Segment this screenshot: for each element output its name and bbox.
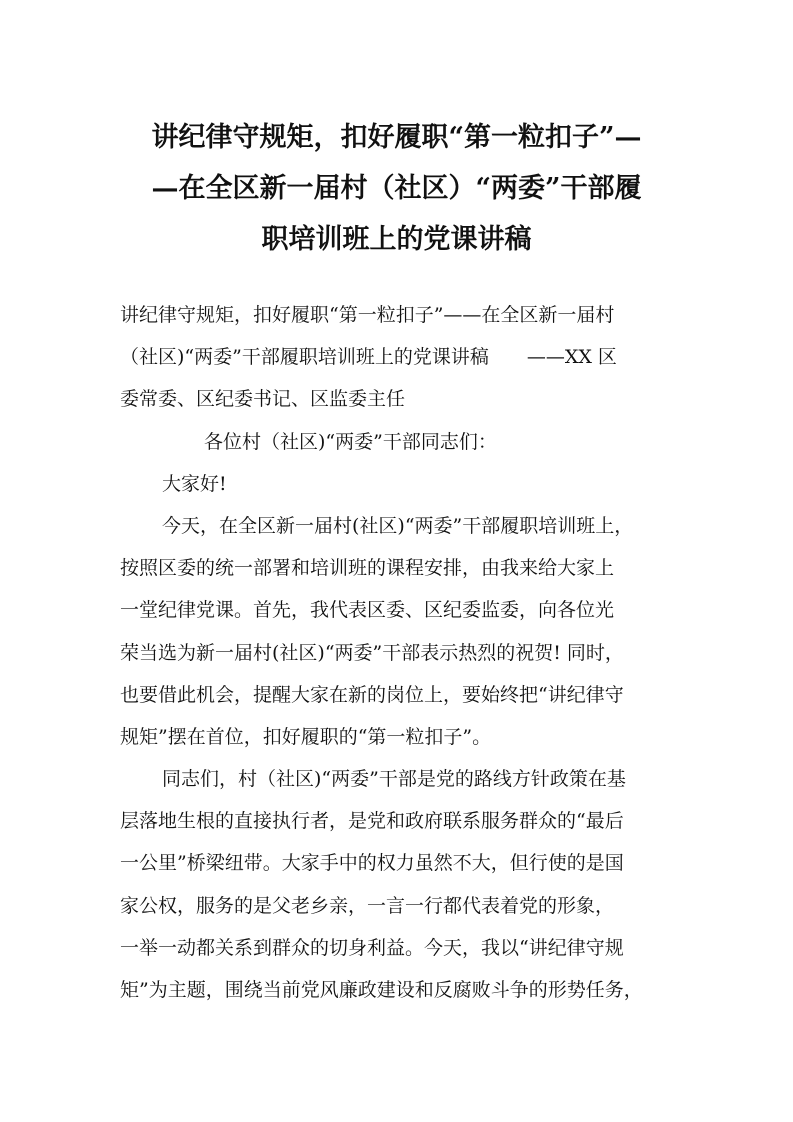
body-line: 规矩”摆在首位，扣好履职的“第一粒扣子”。 bbox=[120, 725, 492, 748]
body-line: 也要借此机会，提醒大家在新的岗位上，要始终把“讲纪律守 bbox=[120, 683, 624, 706]
title-line: 讲纪律守规矩，扣好履职“第一粒扣子”— bbox=[151, 122, 642, 153]
body-line: 荣当选为新一届村(社区)“两委”干部表示热烈的祝贺! 同时， bbox=[120, 641, 624, 664]
body-line: 委常委、区纪委书记、区监委主任 bbox=[120, 388, 406, 411]
body-line: 今天，在全区新一届村(社区)“两委”干部履职培训班上， bbox=[162, 514, 634, 537]
body-line: 一公里”桥梁纽带。大家手中的权力虽然不大，但行使的是国 bbox=[120, 852, 624, 875]
body-line: 各位村（社区)“两委”干部同志们： bbox=[204, 430, 497, 453]
title-line: —在全区新一届村（社区）“两委”干部履 bbox=[151, 173, 642, 204]
body-line: 矩”为主题，围绕当前党风廉政建设和反腐败斗争的形势任务， bbox=[120, 979, 643, 1001]
body-line: 大家好! bbox=[162, 472, 227, 495]
body-line: 一堂纪律党课。首先，我代表区委、区纪委监委，向各位光 bbox=[120, 599, 615, 622]
body-line: 一举一动都关系到群众的切身利益。今天，我以“讲纪律守规 bbox=[120, 936, 624, 959]
body-line: 同志们，村（社区)“两委”干部是党的路线方针政策在基 bbox=[162, 768, 626, 791]
body-line: 按照区委的统一部署和培训班的课程安排，由我来给大家上 bbox=[120, 557, 615, 580]
title-line: 职培训班上的党课讲稿 bbox=[261, 224, 532, 255]
document-body bbox=[120, 294, 680, 1011]
body-line: 讲纪律守规矩，扣好履职“第一粒扣子”——在全区新一届村 bbox=[120, 304, 615, 326]
document-title bbox=[90, 112, 703, 265]
body-line: （社区)“两委”干部履职培训班上的党课讲稿 ——XX 区 bbox=[120, 346, 617, 369]
body-line: 层落地生根的直接执行者，是党和政府联系服务群众的“最后 bbox=[120, 810, 624, 833]
body-line: 家公权，服务的是父老乡亲，一言一行都代表着党的形象， bbox=[120, 894, 615, 917]
